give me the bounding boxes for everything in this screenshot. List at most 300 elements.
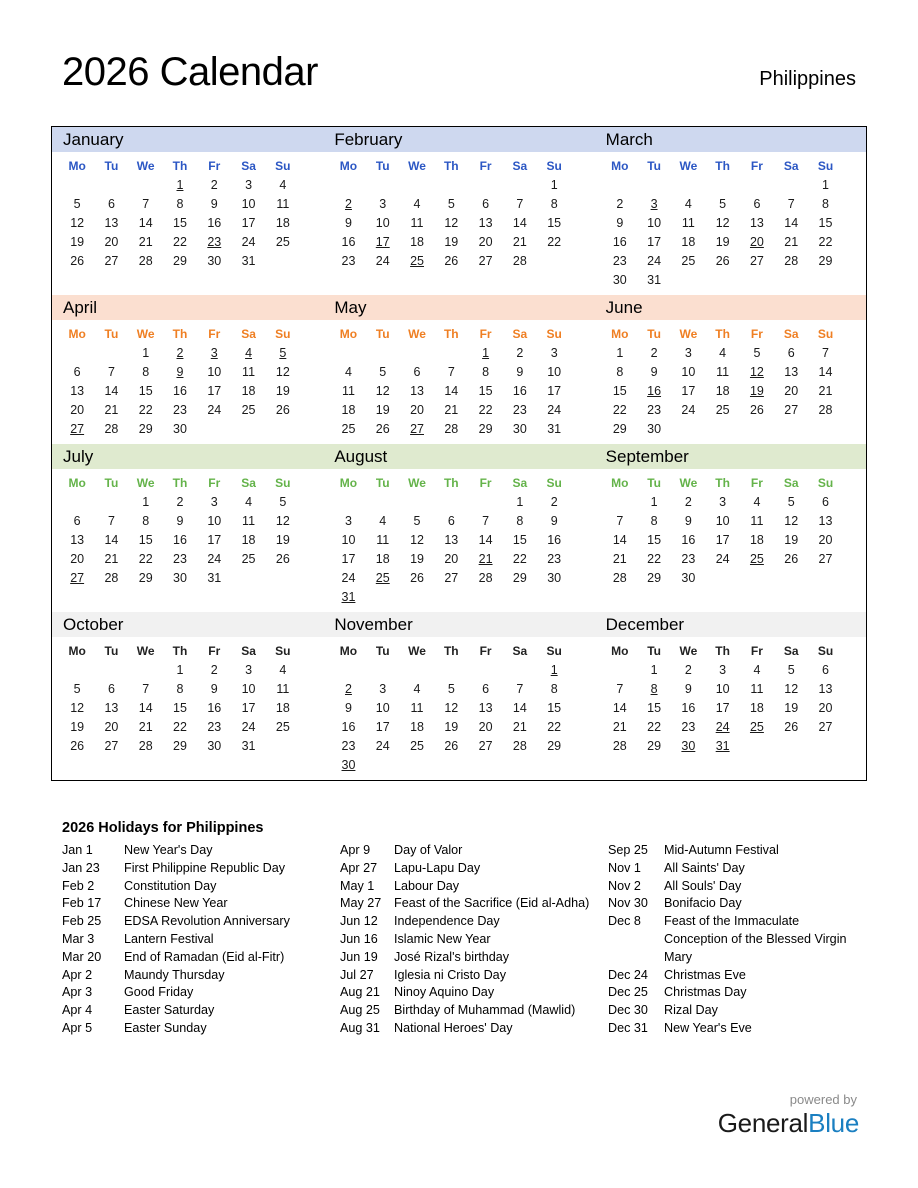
day-cell[interactable]: 20 bbox=[818, 700, 833, 715]
day-cell[interactable]: 26 bbox=[749, 402, 764, 417]
day-cell-holiday[interactable]: 4 bbox=[245, 345, 253, 360]
day-cell[interactable]: 24 bbox=[647, 253, 662, 268]
day-cell[interactable]: 23 bbox=[647, 402, 662, 417]
day-cell[interactable]: 20 bbox=[818, 532, 833, 547]
day-cell[interactable]: 4 bbox=[413, 196, 421, 211]
day-cell[interactable]: 25 bbox=[275, 234, 290, 249]
day-cell[interactable]: 19 bbox=[275, 532, 290, 547]
day-cell[interactable]: 26 bbox=[275, 402, 290, 417]
day-cell[interactable]: 28 bbox=[512, 253, 527, 268]
day-cell[interactable]: 1 bbox=[142, 345, 150, 360]
day-cell[interactable]: 26 bbox=[70, 738, 85, 753]
day-cell[interactable]: 20 bbox=[478, 719, 493, 734]
day-cell[interactable]: 4 bbox=[753, 494, 761, 509]
day-cell[interactable]: 6 bbox=[107, 681, 115, 696]
day-cell-holiday[interactable]: 23 bbox=[207, 234, 222, 249]
day-cell[interactable]: 18 bbox=[341, 402, 356, 417]
day-cell[interactable]: 13 bbox=[70, 383, 85, 398]
day-cell-holiday[interactable]: 30 bbox=[341, 757, 356, 772]
day-cell[interactable]: 24 bbox=[375, 738, 390, 753]
day-cell[interactable]: 16 bbox=[207, 215, 222, 230]
day-cell[interactable]: 17 bbox=[715, 700, 730, 715]
day-cell-holiday[interactable]: 24 bbox=[715, 719, 730, 734]
day-cell[interactable]: 8 bbox=[482, 364, 490, 379]
day-cell[interactable]: 28 bbox=[138, 738, 153, 753]
day-cell[interactable]: 9 bbox=[684, 681, 692, 696]
day-cell[interactable]: 28 bbox=[444, 421, 459, 436]
day-cell[interactable]: 28 bbox=[612, 738, 627, 753]
day-cell[interactable]: 30 bbox=[173, 421, 187, 436]
day-cell[interactable]: 3 bbox=[379, 196, 387, 211]
day-cell[interactable]: 18 bbox=[749, 700, 764, 715]
day-cell[interactable]: 10 bbox=[375, 700, 390, 715]
day-cell[interactable]: 17 bbox=[375, 719, 390, 734]
day-cell[interactable]: 17 bbox=[715, 532, 730, 547]
day-cell-holiday[interactable]: 25 bbox=[410, 253, 424, 268]
day-cell[interactable]: 3 bbox=[379, 681, 387, 696]
day-cell[interactable]: 17 bbox=[241, 700, 256, 715]
day-cell-holiday[interactable]: 5 bbox=[279, 345, 287, 360]
day-cell[interactable]: 29 bbox=[173, 253, 187, 268]
day-cell[interactable]: 11 bbox=[242, 364, 256, 379]
day-cell[interactable]: 16 bbox=[512, 383, 527, 398]
day-cell[interactable]: 28 bbox=[478, 570, 493, 585]
day-cell[interactable]: 18 bbox=[241, 383, 256, 398]
day-cell[interactable]: 14 bbox=[612, 700, 627, 715]
day-cell[interactable]: 6 bbox=[73, 513, 81, 528]
day-cell[interactable]: 14 bbox=[612, 532, 627, 547]
day-cell[interactable]: 5 bbox=[787, 662, 795, 677]
day-cell[interactable]: 26 bbox=[784, 719, 799, 734]
day-cell[interactable]: 8 bbox=[176, 681, 184, 696]
day-cell[interactable]: 30 bbox=[207, 738, 222, 753]
day-cell-holiday[interactable]: 31 bbox=[715, 738, 730, 753]
day-cell[interactable]: 4 bbox=[379, 513, 387, 528]
day-cell[interactable]: 31 bbox=[647, 272, 662, 287]
day-cell[interactable]: 20 bbox=[478, 234, 493, 249]
day-cell[interactable]: 30 bbox=[612, 272, 627, 287]
day-cell[interactable]: 2 bbox=[516, 345, 524, 360]
day-cell[interactable]: 10 bbox=[241, 196, 256, 211]
day-cell-holiday[interactable]: 25 bbox=[749, 551, 764, 566]
day-cell[interactable]: 11 bbox=[750, 681, 764, 696]
day-cell[interactable]: 25 bbox=[241, 551, 256, 566]
day-cell[interactable]: 2 bbox=[550, 494, 558, 509]
day-cell[interactable]: 10 bbox=[375, 215, 390, 230]
day-cell-holiday[interactable]: 3 bbox=[650, 196, 658, 211]
day-cell-holiday[interactable]: 2 bbox=[344, 681, 352, 696]
day-cell[interactable]: 22 bbox=[547, 719, 562, 734]
day-cell[interactable]: 1 bbox=[822, 177, 829, 192]
day-cell[interactable]: 10 bbox=[715, 681, 730, 696]
day-cell[interactable]: 6 bbox=[447, 513, 455, 528]
day-cell[interactable]: 6 bbox=[107, 196, 115, 211]
day-cell[interactable]: 8 bbox=[616, 364, 624, 379]
day-cell[interactable]: 9 bbox=[550, 513, 558, 528]
day-cell[interactable]: 21 bbox=[104, 551, 119, 566]
day-cell[interactable]: 6 bbox=[753, 196, 761, 211]
day-cell[interactable]: 13 bbox=[478, 215, 493, 230]
day-cell[interactable]: 31 bbox=[207, 570, 222, 585]
day-cell[interactable]: 16 bbox=[173, 383, 187, 398]
day-cell[interactable]: 1 bbox=[650, 494, 658, 509]
day-cell[interactable]: 13 bbox=[104, 215, 119, 230]
day-cell[interactable]: 4 bbox=[279, 662, 287, 677]
day-cell[interactable]: 6 bbox=[787, 345, 795, 360]
day-cell[interactable]: 30 bbox=[547, 570, 562, 585]
day-cell[interactable]: 18 bbox=[681, 234, 696, 249]
day-cell[interactable]: 27 bbox=[749, 253, 764, 268]
day-cell[interactable]: 14 bbox=[512, 215, 527, 230]
day-cell[interactable]: 22 bbox=[478, 402, 493, 417]
day-cell[interactable]: 18 bbox=[749, 532, 764, 547]
day-cell-holiday[interactable]: 25 bbox=[749, 719, 764, 734]
day-cell[interactable]: 11 bbox=[276, 681, 290, 696]
day-cell[interactable]: 7 bbox=[822, 345, 829, 360]
day-cell[interactable]: 23 bbox=[512, 402, 527, 417]
day-cell[interactable]: 2 bbox=[210, 662, 218, 677]
day-cell-holiday[interactable]: 12 bbox=[749, 364, 764, 379]
day-cell-holiday[interactable]: 1 bbox=[482, 345, 490, 360]
day-cell[interactable]: 12 bbox=[444, 700, 459, 715]
day-cell[interactable]: 8 bbox=[142, 364, 150, 379]
day-cell[interactable]: 12 bbox=[715, 215, 730, 230]
day-cell[interactable]: 23 bbox=[207, 719, 222, 734]
day-cell[interactable]: 13 bbox=[70, 532, 85, 547]
day-cell[interactable]: 17 bbox=[241, 215, 256, 230]
day-cell[interactable]: 23 bbox=[341, 253, 356, 268]
day-cell[interactable]: 3 bbox=[719, 662, 727, 677]
day-cell[interactable]: 12 bbox=[375, 383, 390, 398]
day-cell[interactable]: 19 bbox=[715, 234, 730, 249]
day-cell[interactable]: 31 bbox=[241, 253, 256, 268]
day-cell[interactable]: 22 bbox=[547, 234, 562, 249]
day-cell[interactable]: 11 bbox=[341, 383, 355, 398]
day-cell[interactable]: 8 bbox=[176, 196, 184, 211]
day-cell[interactable]: 12 bbox=[444, 215, 459, 230]
day-cell-holiday[interactable]: 3 bbox=[210, 345, 218, 360]
day-cell[interactable]: 28 bbox=[104, 570, 119, 585]
day-cell[interactable]: 1 bbox=[142, 494, 150, 509]
day-cell[interactable]: 29 bbox=[547, 738, 562, 753]
day-cell[interactable]: 26 bbox=[715, 253, 730, 268]
day-cell[interactable]: 18 bbox=[275, 215, 290, 230]
day-cell[interactable]: 29 bbox=[818, 253, 833, 268]
day-cell[interactable]: 17 bbox=[547, 383, 562, 398]
day-cell[interactable]: 15 bbox=[818, 215, 833, 230]
day-cell[interactable]: 5 bbox=[447, 196, 455, 211]
day-cell[interactable]: 28 bbox=[612, 570, 627, 585]
day-cell[interactable]: 22 bbox=[647, 719, 662, 734]
day-cell[interactable]: 30 bbox=[681, 570, 696, 585]
day-cell[interactable]: 27 bbox=[478, 738, 493, 753]
day-cell[interactable]: 3 bbox=[719, 494, 727, 509]
day-cell[interactable]: 20 bbox=[444, 551, 459, 566]
day-cell[interactable]: 16 bbox=[341, 234, 356, 249]
day-cell[interactable]: 25 bbox=[275, 719, 290, 734]
day-cell[interactable]: 29 bbox=[647, 570, 662, 585]
day-cell[interactable]: 18 bbox=[241, 532, 256, 547]
day-cell-holiday[interactable]: 8 bbox=[650, 681, 658, 696]
day-cell[interactable]: 13 bbox=[749, 215, 764, 230]
day-cell[interactable]: 23 bbox=[681, 719, 696, 734]
day-cell[interactable]: 6 bbox=[822, 494, 829, 509]
day-cell[interactable]: 21 bbox=[612, 719, 627, 734]
day-cell[interactable]: 24 bbox=[375, 253, 390, 268]
day-cell[interactable]: 17 bbox=[681, 383, 696, 398]
day-cell[interactable]: 2 bbox=[210, 177, 218, 192]
day-cell[interactable]: 15 bbox=[547, 700, 562, 715]
day-cell[interactable]: 11 bbox=[276, 196, 290, 211]
day-cell[interactable]: 26 bbox=[70, 253, 85, 268]
day-cell[interactable]: 12 bbox=[275, 513, 290, 528]
day-cell[interactable]: 13 bbox=[444, 532, 459, 547]
day-cell[interactable]: 4 bbox=[413, 681, 421, 696]
day-cell-holiday[interactable]: 27 bbox=[70, 570, 85, 585]
day-cell[interactable]: 16 bbox=[173, 532, 187, 547]
day-cell[interactable]: 5 bbox=[73, 196, 81, 211]
day-cell[interactable]: 29 bbox=[478, 421, 493, 436]
day-cell[interactable]: 13 bbox=[104, 700, 119, 715]
day-cell[interactable]: 8 bbox=[650, 513, 658, 528]
day-cell[interactable]: 20 bbox=[104, 719, 119, 734]
day-cell[interactable]: 4 bbox=[279, 177, 287, 192]
day-cell[interactable]: 17 bbox=[647, 234, 662, 249]
day-cell[interactable]: 16 bbox=[612, 234, 627, 249]
day-cell[interactable]: 7 bbox=[447, 364, 455, 379]
day-cell[interactable]: 15 bbox=[173, 700, 187, 715]
day-cell[interactable]: 6 bbox=[413, 364, 421, 379]
day-cell[interactable]: 6 bbox=[73, 364, 81, 379]
day-cell[interactable]: 12 bbox=[784, 513, 799, 528]
day-cell[interactable]: 9 bbox=[210, 681, 218, 696]
day-cell[interactable]: 16 bbox=[341, 719, 356, 734]
day-cell[interactable]: 23 bbox=[173, 551, 187, 566]
day-cell[interactable]: 27 bbox=[818, 551, 833, 566]
day-cell[interactable]: 20 bbox=[784, 383, 799, 398]
day-cell[interactable]: 4 bbox=[684, 196, 692, 211]
day-cell[interactable]: 9 bbox=[650, 364, 658, 379]
day-cell[interactable]: 30 bbox=[647, 421, 662, 436]
day-cell[interactable]: 21 bbox=[138, 719, 153, 734]
day-cell[interactable]: 25 bbox=[410, 738, 424, 753]
day-cell[interactable]: 18 bbox=[410, 234, 424, 249]
day-cell[interactable]: 21 bbox=[612, 551, 627, 566]
day-cell[interactable]: 21 bbox=[444, 402, 459, 417]
day-cell[interactable]: 29 bbox=[173, 738, 187, 753]
day-cell[interactable]: 21 bbox=[818, 383, 833, 398]
day-cell-holiday[interactable]: 9 bbox=[176, 364, 184, 379]
day-cell[interactable]: 20 bbox=[410, 402, 424, 417]
day-cell-holiday[interactable]: 21 bbox=[478, 551, 493, 566]
day-cell[interactable]: 16 bbox=[681, 532, 696, 547]
day-cell[interactable]: 27 bbox=[818, 719, 833, 734]
day-cell[interactable]: 8 bbox=[550, 196, 558, 211]
day-cell[interactable]: 9 bbox=[616, 215, 624, 230]
day-cell[interactable]: 7 bbox=[107, 513, 115, 528]
day-cell[interactable]: 14 bbox=[104, 383, 119, 398]
day-cell-holiday[interactable]: 25 bbox=[375, 570, 390, 585]
day-cell[interactable]: 7 bbox=[516, 681, 524, 696]
day-cell[interactable]: 17 bbox=[207, 532, 222, 547]
day-cell[interactable]: 22 bbox=[612, 402, 627, 417]
day-cell[interactable]: 28 bbox=[784, 253, 799, 268]
day-cell[interactable]: 5 bbox=[753, 345, 761, 360]
day-cell[interactable]: 19 bbox=[70, 234, 85, 249]
day-cell[interactable]: 6 bbox=[482, 681, 490, 696]
day-cell[interactable]: 29 bbox=[612, 421, 627, 436]
day-cell[interactable]: 9 bbox=[210, 196, 218, 211]
day-cell[interactable]: 19 bbox=[410, 551, 424, 566]
day-cell[interactable]: 15 bbox=[547, 215, 562, 230]
day-cell[interactable]: 16 bbox=[681, 700, 696, 715]
day-cell-holiday[interactable]: 1 bbox=[176, 177, 184, 192]
day-cell[interactable]: 2 bbox=[650, 345, 658, 360]
day-cell[interactable]: 14 bbox=[512, 700, 527, 715]
day-cell[interactable]: 8 bbox=[142, 513, 150, 528]
day-cell[interactable]: 21 bbox=[512, 234, 527, 249]
day-cell-holiday[interactable]: 27 bbox=[70, 421, 85, 436]
day-cell[interactable]: 14 bbox=[104, 532, 119, 547]
day-cell[interactable]: 5 bbox=[379, 364, 387, 379]
day-cell[interactable]: 24 bbox=[715, 551, 730, 566]
day-cell[interactable]: 13 bbox=[478, 700, 493, 715]
day-cell[interactable]: 29 bbox=[138, 570, 153, 585]
day-cell[interactable]: 30 bbox=[512, 421, 527, 436]
day-cell[interactable]: 11 bbox=[410, 700, 424, 715]
day-cell[interactable]: 15 bbox=[612, 383, 627, 398]
day-cell-holiday[interactable]: 20 bbox=[749, 234, 764, 249]
day-cell[interactable]: 22 bbox=[647, 551, 662, 566]
day-cell[interactable]: 19 bbox=[444, 234, 459, 249]
day-cell[interactable]: 19 bbox=[70, 719, 85, 734]
day-cell[interactable]: 19 bbox=[375, 402, 390, 417]
day-cell-holiday[interactable]: 19 bbox=[749, 383, 764, 398]
day-cell[interactable]: 3 bbox=[684, 345, 692, 360]
day-cell[interactable]: 30 bbox=[173, 570, 187, 585]
day-cell[interactable]: 15 bbox=[173, 215, 187, 230]
day-cell[interactable]: 8 bbox=[516, 513, 524, 528]
day-cell-holiday[interactable]: 1 bbox=[550, 662, 558, 677]
day-cell[interactable]: 27 bbox=[784, 402, 799, 417]
day-cell[interactable]: 1 bbox=[516, 494, 524, 509]
day-cell[interactable]: 26 bbox=[275, 551, 290, 566]
day-cell[interactable]: 25 bbox=[715, 402, 730, 417]
day-cell[interactable]: 5 bbox=[719, 196, 727, 211]
day-cell[interactable]: 24 bbox=[207, 402, 222, 417]
day-cell[interactable]: 3 bbox=[245, 177, 253, 192]
day-cell[interactable]: 29 bbox=[138, 421, 153, 436]
day-cell[interactable]: 10 bbox=[647, 215, 662, 230]
day-cell[interactable]: 13 bbox=[784, 364, 799, 379]
day-cell[interactable]: 25 bbox=[241, 402, 256, 417]
day-cell[interactable]: 22 bbox=[138, 551, 153, 566]
day-cell[interactable]: 21 bbox=[512, 719, 527, 734]
day-cell[interactable]: 12 bbox=[275, 364, 290, 379]
day-cell[interactable]: 12 bbox=[784, 681, 799, 696]
day-cell[interactable]: 1 bbox=[616, 345, 624, 360]
day-cell[interactable]: 8 bbox=[550, 681, 558, 696]
day-cell[interactable]: 10 bbox=[241, 681, 256, 696]
day-cell[interactable]: 24 bbox=[547, 402, 562, 417]
day-cell[interactable]: 5 bbox=[73, 681, 81, 696]
day-cell[interactable]: 15 bbox=[138, 383, 153, 398]
day-cell[interactable]: 21 bbox=[104, 402, 119, 417]
day-cell[interactable]: 23 bbox=[547, 551, 562, 566]
day-cell[interactable]: 7 bbox=[616, 513, 624, 528]
day-cell[interactable]: 18 bbox=[715, 383, 730, 398]
day-cell[interactable]: 10 bbox=[715, 513, 730, 528]
day-cell[interactable]: 21 bbox=[784, 234, 799, 249]
day-cell[interactable]: 4 bbox=[719, 345, 727, 360]
day-cell[interactable]: 2 bbox=[176, 494, 184, 509]
day-cell[interactable]: 4 bbox=[245, 494, 253, 509]
day-cell[interactable]: 12 bbox=[70, 700, 85, 715]
day-cell[interactable]: 9 bbox=[344, 215, 352, 230]
day-cell[interactable]: 7 bbox=[516, 196, 524, 211]
day-cell[interactable]: 23 bbox=[341, 738, 356, 753]
day-cell[interactable]: 19 bbox=[784, 532, 799, 547]
day-cell[interactable]: 18 bbox=[410, 719, 424, 734]
day-cell[interactable]: 2 bbox=[684, 494, 692, 509]
day-cell[interactable]: 19 bbox=[444, 719, 459, 734]
day-cell[interactable]: 14 bbox=[444, 383, 459, 398]
day-cell[interactable]: 22 bbox=[512, 551, 527, 566]
day-cell[interactable]: 26 bbox=[444, 253, 459, 268]
day-cell[interactable]: 5 bbox=[279, 494, 287, 509]
day-cell[interactable]: 14 bbox=[138, 700, 153, 715]
day-cell[interactable]: 1 bbox=[550, 177, 558, 192]
day-cell[interactable]: 14 bbox=[784, 215, 799, 230]
day-cell[interactable]: 3 bbox=[210, 494, 218, 509]
day-cell[interactable]: 5 bbox=[413, 513, 421, 528]
day-cell[interactable]: 14 bbox=[818, 364, 833, 379]
day-cell[interactable]: 22 bbox=[138, 402, 153, 417]
day-cell[interactable]: 11 bbox=[376, 532, 390, 547]
day-cell[interactable]: 28 bbox=[138, 253, 153, 268]
day-cell[interactable]: 24 bbox=[207, 551, 222, 566]
day-cell-holiday[interactable]: 16 bbox=[647, 383, 662, 398]
day-cell[interactable]: 26 bbox=[410, 570, 424, 585]
day-cell[interactable]: 1 bbox=[176, 662, 184, 677]
day-cell[interactable]: 18 bbox=[375, 551, 390, 566]
day-cell[interactable]: 15 bbox=[478, 383, 493, 398]
day-cell[interactable]: 7 bbox=[616, 681, 624, 696]
day-cell[interactable]: 9 bbox=[516, 364, 524, 379]
day-cell[interactable]: 9 bbox=[344, 700, 352, 715]
day-cell[interactable]: 6 bbox=[482, 196, 490, 211]
day-cell[interactable]: 26 bbox=[375, 421, 390, 436]
day-cell[interactable]: 10 bbox=[207, 364, 222, 379]
day-cell[interactable]: 10 bbox=[341, 532, 356, 547]
day-cell[interactable]: 20 bbox=[70, 402, 85, 417]
day-cell[interactable]: 10 bbox=[681, 364, 696, 379]
day-cell[interactable]: 12 bbox=[70, 215, 85, 230]
day-cell[interactable]: 10 bbox=[547, 364, 562, 379]
day-cell[interactable]: 7 bbox=[142, 196, 150, 211]
day-cell[interactable]: 11 bbox=[681, 215, 695, 230]
day-cell[interactable]: 19 bbox=[275, 383, 290, 398]
day-cell[interactable]: 31 bbox=[547, 421, 562, 436]
day-cell[interactable]: 28 bbox=[512, 738, 527, 753]
day-cell[interactable]: 12 bbox=[410, 532, 424, 547]
day-cell[interactable]: 17 bbox=[341, 551, 356, 566]
day-cell[interactable]: 5 bbox=[787, 494, 795, 509]
day-cell[interactable]: 24 bbox=[241, 234, 256, 249]
day-cell[interactable]: 18 bbox=[275, 700, 290, 715]
day-cell[interactable]: 17 bbox=[207, 383, 222, 398]
day-cell[interactable]: 10 bbox=[207, 513, 222, 528]
